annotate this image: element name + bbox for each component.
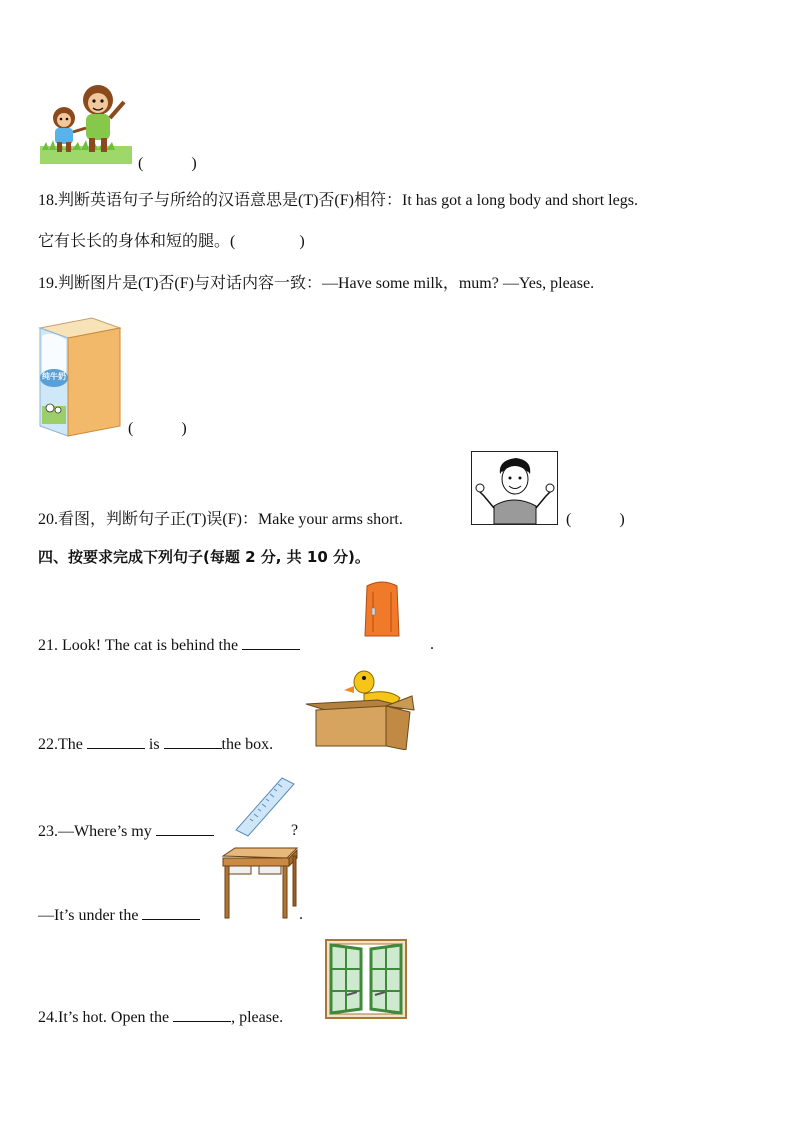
q19-line1: 19.判断图片是(T)否(F)与对话内容一致：—Have some milk，mum? —Yes, please.	[38, 275, 595, 292]
door-image	[361, 580, 403, 640]
q23-line2	[38, 905, 200, 926]
q24-text: 24.It’s hot. Open the	[38, 1009, 170, 1026]
q23-blank-1[interactable]	[156, 821, 214, 836]
q22-blank-2[interactable]	[164, 734, 222, 749]
milk-carton-image	[36, 314, 122, 438]
q19-answer-paren: ( )	[128, 420, 187, 437]
q17-answer-paren: ( )	[138, 155, 197, 172]
q21-line	[38, 635, 300, 656]
boy-shrugging-image	[471, 451, 558, 525]
q18-line1: 18.判断英语句子与所给的汉语意思是(T)否(F)相符：It has got a long body and short legs.	[38, 192, 638, 209]
desk-image	[219, 846, 299, 920]
q22-line	[38, 734, 273, 755]
q22-blank-1[interactable]	[87, 734, 145, 749]
q18-line2: 它有长长的身体和短的腿。( )	[38, 233, 305, 250]
q24-text-end: , please.	[231, 1009, 284, 1026]
q24-line	[38, 1007, 283, 1028]
monkeys-image	[40, 80, 132, 164]
q21-period: .	[430, 636, 434, 653]
q21-blank[interactable]	[242, 635, 300, 650]
q21-text: 21. Look! The cat is behind the	[38, 637, 239, 654]
milk-carton-label: 纯牛奶	[42, 372, 66, 381]
window-image	[325, 939, 407, 1019]
q23-blank-2[interactable]	[142, 905, 200, 920]
q23-question-mark: ?	[291, 822, 299, 839]
q23-text-2: —It’s under the	[38, 907, 139, 924]
q23-text-1: 23.—Where’s my	[38, 823, 152, 840]
q22-text-3: the box.	[221, 736, 274, 753]
q24-blank[interactable]	[173, 1007, 231, 1022]
q20-text: 20.看图，判断句子正(T)误(F)：Make your arms short.	[38, 511, 403, 528]
q23-period: .	[299, 906, 303, 923]
q22-text-1: 22.The	[38, 736, 83, 753]
q22-text-2: is	[148, 736, 160, 753]
q20-answer-paren: ( )	[566, 511, 625, 528]
q23-line1	[38, 821, 214, 842]
duck-in-box-image	[302, 666, 416, 750]
section-4-heading: 四、按要求完成下列句子(每题 2 分, 共 10 分)。	[38, 548, 370, 566]
